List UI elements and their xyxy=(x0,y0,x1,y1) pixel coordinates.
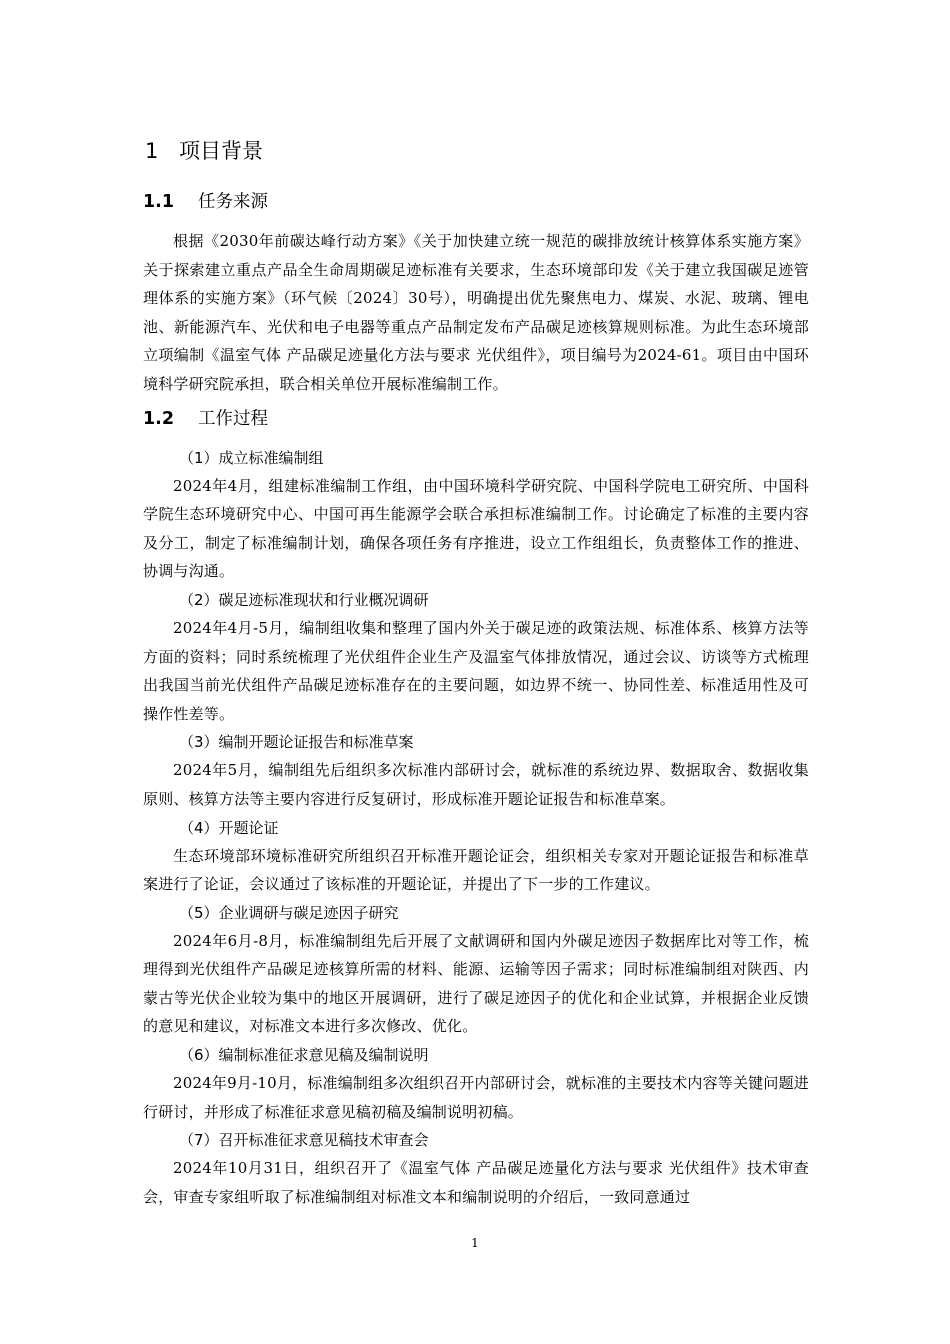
section-1-heading xyxy=(145,136,809,166)
step-4-heading: （4）开题论证 xyxy=(179,818,279,837)
document-body xyxy=(143,136,809,1211)
step-1-paragraph: 2024年4月，组建标准编制工作组，由中国环境科学研究院、中国科学院电工研究所、中国科学院生态环境研究中心、中国可再生能源学会联合承担标准编制工作。讨论确定了标准的主要内容及分工，制定了标准编制计划，确保各项任务有序推进，设立工作组组长，负责整体工作的推进、协调与沟通。 xyxy=(143,476,809,581)
section-1-2-title: 工作过程 xyxy=(198,408,268,429)
step-5-heading: （5）企业调研与碳足迹因子研究 xyxy=(179,903,399,922)
section-1-title: 项目背景 xyxy=(179,139,263,163)
step-3-paragraph: 2024年5月，编制组先后组织多次标准内部研讨会，就标准的系统边界、数据取舍、数据收集原则、核算方法等主要内容进行反复研讨，形成标准开题论证报告和标准草案。 xyxy=(143,761,809,808)
step-2-paragraph: 2024年4月-5月，编制组收集和整理了国内外关于碳足迹的政策法规、标准体系、核算方法等方面的资料；同时系统梳理了光伏组件企业生产及温室气体排放情况，通过会议、访谈等方式梳理出我国当前光伏组件产品碳足迹标准存在的主要问题，如边界不统一、协同性差、标准适用性及可操作性差等。 xyxy=(143,618,809,723)
section-1-2-number: 1.2 xyxy=(143,408,175,429)
task-source-paragraph: 根据《2030年前碳达峰行动方案》《关于加快建立统一规范的碳排放统计核算体系实施方案》关于探索建立重点产品全生命周期碳足迹标准有关要求，生态环境部印发《关于建立我国碳足迹管理体系的实施方案》（环气候〔2024〕30号），明确提出优先聚焦电力、煤炭、水泥、玻璃、锂电池、新能源汽车、光伏和电子电器等重点产品制定发布产品碳足迹核算规则标准。为此生态环境部立项编制《温室气体 产品碳足迹量化方法与要求 光伏组件》，项目编号为2024-61。项目由中国环境科学研究院承担，联合相关单位开展标准编制工作。 xyxy=(143,232,809,393)
step-6-paragraph: 2024年9月-10月，标准编制组多次组织召开内部研讨会，就标准的主要技术内容等关键问题进行研讨，并形成了标准征求意见稿初稿及编制说明初稿。 xyxy=(143,1074,809,1121)
section-1-2-heading xyxy=(143,406,809,432)
section-1-1-number: 1.1 xyxy=(143,192,175,212)
step-1-heading: （1）成立标准编制组 xyxy=(179,448,324,467)
step-6-heading: （6）编制标准征求意见稿及编制说明 xyxy=(179,1046,429,1065)
step-5-paragraph: 2024年6月-8月，标准编制组先后开展了文献调研和国内外碳足迹因子数据库比对等工作，梳理得到光伏组件产品碳足迹核算所需的材料、能源、运输等因子需求；同时标准编制组对陕西、内蒙古等光伏企业较为集中的地区开展调研，进行了碳足迹因子的优化和企业试算，并根据企业反馈的意见和建议，对标准文本进行多次修改、优化。 xyxy=(143,931,809,1036)
step-3-heading: （3）编制开题论证报告和标准草案 xyxy=(179,733,414,752)
step-2-heading: （2）碳足迹标准现状和行业概况调研 xyxy=(179,590,429,609)
section-1-1-heading xyxy=(143,189,809,215)
step-7-paragraph: 2024年10月31日，组织召开了《温室气体 产品碳足迹量化方法与要求 光伏组件》技术审查会，审查专家组听取了标准编制组对标准文本和编制说明的介绍后，一致同意通过 xyxy=(143,1159,809,1206)
section-1-1-title: 任务来源 xyxy=(198,192,268,212)
step-7-heading: （7）召开标准征求意见稿技术审查会 xyxy=(179,1131,429,1150)
step-4-paragraph: 生态环境部环境标准研究所组织召开标准开题论证会，组织相关专家对开题论证报告和标准草案进行了论证，会议通过了该标准的开题论证，并提出了下一步的工作建议。 xyxy=(143,846,809,894)
page-number: 1 xyxy=(471,1236,479,1250)
section-1-number: 1 xyxy=(145,139,159,163)
